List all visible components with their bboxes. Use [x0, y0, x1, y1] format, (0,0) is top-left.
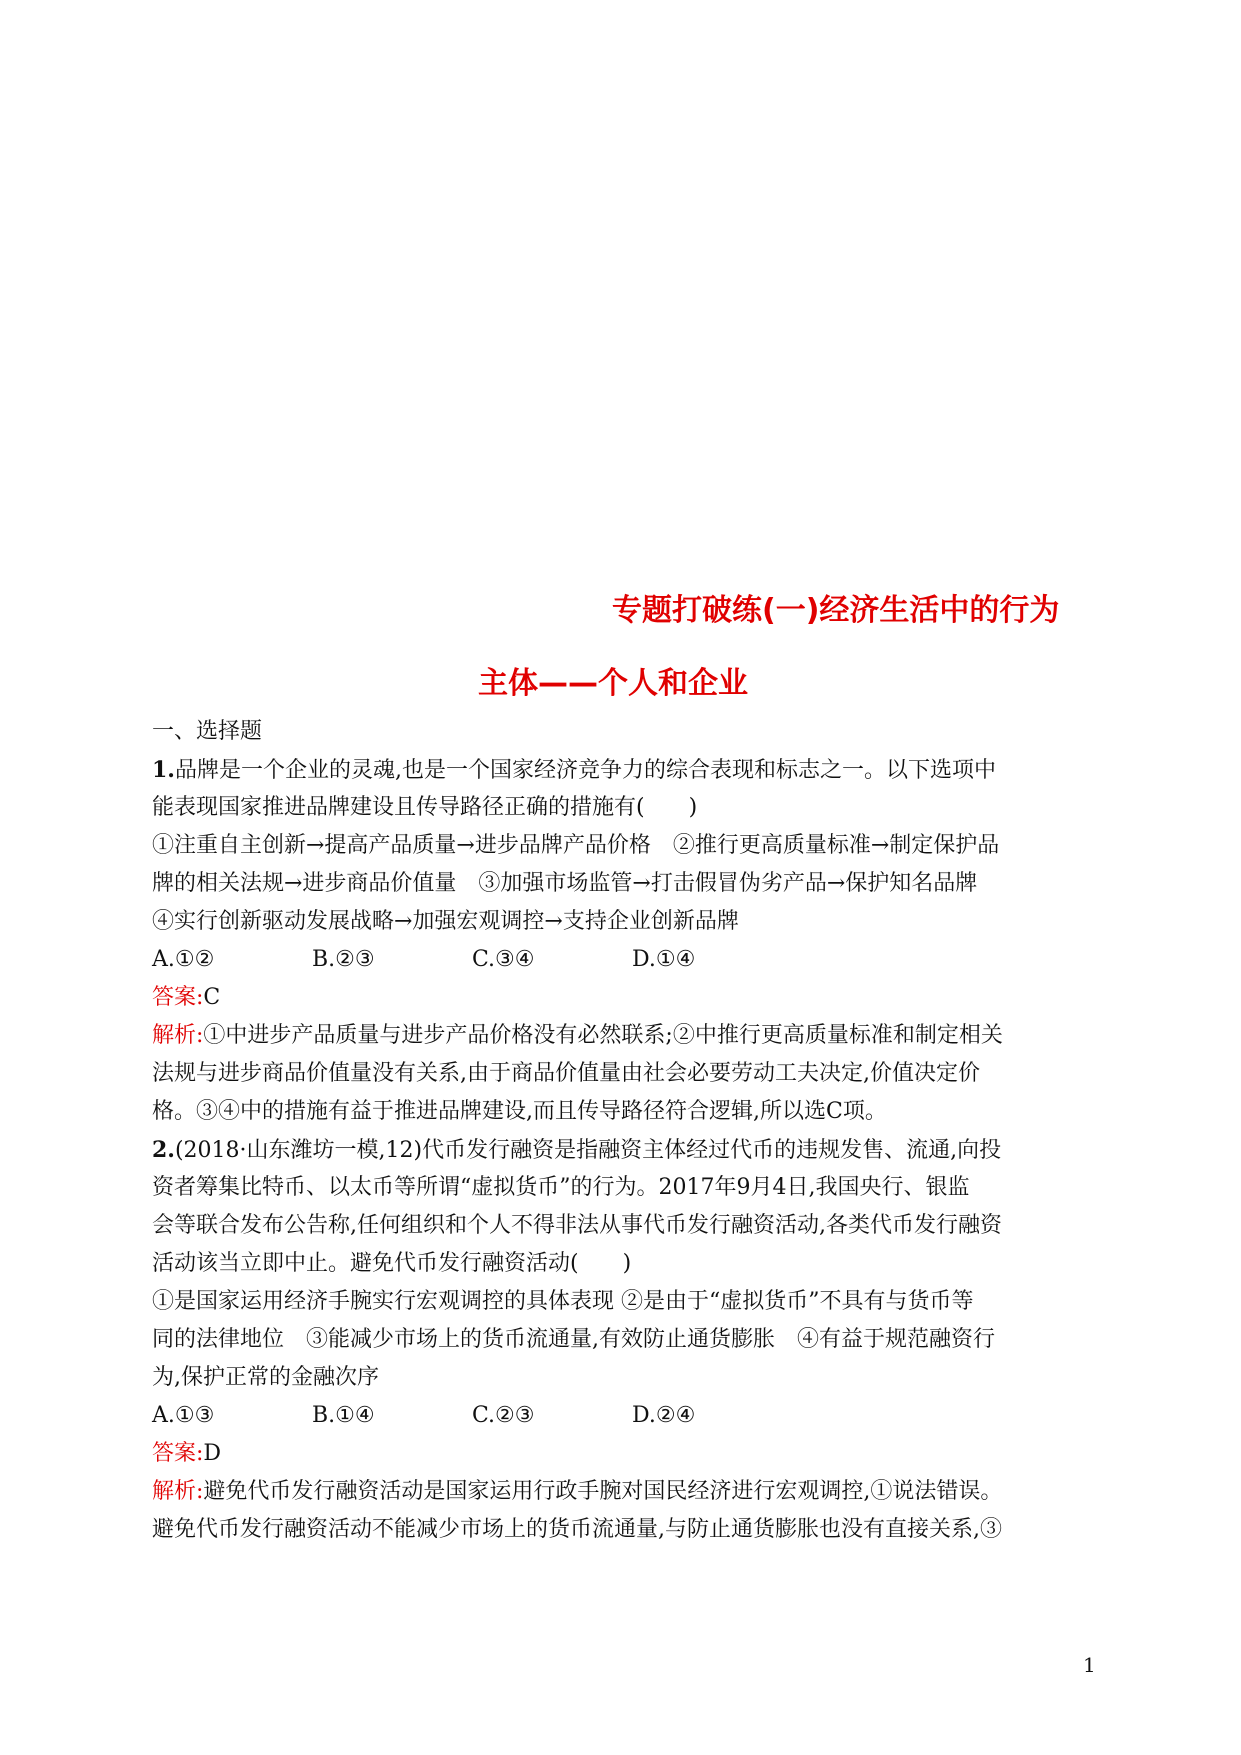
question-1-answer [152, 979, 1097, 1017]
question-1-option-d: D.①④ [632, 947, 696, 972]
question-1-analysis-line-2: 法规与进步商品价值量没有关系,由于商品价值量由社会必要劳动工夫决定,价值决定价 [152, 1061, 980, 1086]
question-2-statement-line-1: ①是国家运用经济手腕实行宏观调控的具体表现 ②是由于“虚拟货币”不具有与货币等 [152, 1289, 974, 1314]
question-1-stem-line-2: 能表现国家推进品牌建设且传导路径正确的措施有( ) [152, 795, 698, 820]
question-1-statement-line-1: ①注重自主创新→提高产品质量→进步品牌产品价格 ②推行更高质量标准→制定保护品 [152, 833, 1000, 858]
question-2-analysis-line-2: 避免代币发行融资活动不能减少市场上的货币流通量,与防止通货膨胀也没有直接关系,③ [152, 1517, 1002, 1542]
question-2-option-a: A.①③ [152, 1403, 215, 1428]
section-heading: 一、选择题 [152, 719, 263, 744]
question-2-option-b: B.①④ [312, 1403, 375, 1428]
question-2-stem-line-3: 会等联合发布公告称,任何组织和个人不得非法从事代币发行融资活动,各类代币发行融资 [152, 1213, 1002, 1238]
question-1-option-c: C.③④ [472, 947, 535, 972]
question-2-statement-line-2: 同的法律地位 ③能减少市场上的货币流通量,有效防止通货膨胀 ④有益于规范融资行 [152, 1327, 995, 1352]
answer-label: 答案: [152, 1441, 204, 1466]
question-2-stem-line-4: 活动该当立即中止。避免代币发行融资活动( ) [152, 1251, 632, 1276]
analysis-label: 解析: [152, 1023, 204, 1048]
question-1-options [152, 941, 1097, 979]
answer-label: 答案: [152, 985, 204, 1010]
question-2-answer-value: D [203, 1441, 222, 1466]
question-1-analysis-line-1: 解析:①中进步产品质量与进步产品价格没有必然联系;②中推行更高质量标准和制定相关 [152, 1023, 1003, 1048]
document-body [152, 713, 1097, 1549]
question-1-option-a: A.①② [152, 947, 215, 972]
question-1-option-b: B.②③ [312, 947, 375, 972]
page-title-line1: 专题打破练(一)经济生活中的行为 [612, 593, 1060, 628]
analysis-label: 解析: [152, 1479, 204, 1504]
page-number: 1 [1083, 1653, 1096, 1677]
page-title-line2: 主体——个人和企业 [478, 666, 748, 701]
question-2-number: 2. [152, 1137, 175, 1163]
question-2-answer [152, 1435, 1097, 1473]
question-2-option-d: D.②④ [632, 1403, 696, 1428]
question-2-options [152, 1397, 1097, 1435]
question-1-stem-line-1: 1.品牌是一个企业的灵魂,也是一个国家经济竞争力的综合表现和标志之一。以下选项中 [152, 757, 996, 783]
question-2-statement-line-3: 为,保护正常的金融次序 [152, 1365, 379, 1390]
question-2-stem-line-1: 2.(2018·山东潍坊一模,12)代币发行融资是指融资主体经过代币的违规发售、流通,向投 [152, 1137, 1002, 1163]
question-1-answer-value: C [203, 985, 221, 1010]
question-2-option-c: C.②③ [472, 1403, 535, 1428]
question-2-stem-line-2: 资者筹集比特币、以太币等所谓“虚拟货币”的行为。2017年9月4日,我国央行、银监 [152, 1175, 970, 1200]
question-1-analysis-line-3: 格。③④中的措施有益于推进品牌建设,而且传导路径符合逻辑,所以选C项。 [152, 1099, 887, 1124]
question-2-analysis-line-1: 解析:避免代币发行融资活动是国家运用行政手腕对国民经济进行宏观调控,①说法错误。 [152, 1479, 1003, 1504]
question-1-number: 1. [152, 757, 175, 783]
question-1-statement-line-2: 牌的相关法规→进步商品价值量 ③加强市场监管→打击假冒伪劣产品→保护知名品牌 [152, 871, 978, 896]
question-1-statement-line-3: ④实行创新驱动发展战略→加强宏观调控→支持企业创新品牌 [152, 909, 739, 934]
